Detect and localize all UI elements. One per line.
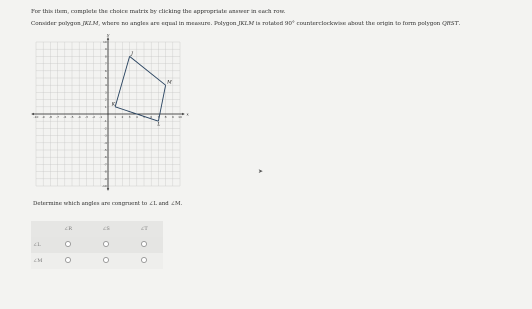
prompt-text: Consider polygon [31,21,83,27]
y-tick-label: -1 [103,119,107,124]
x-tick-label: -2 [92,114,96,119]
x-tick-label: -10 [33,114,39,119]
polygon-name: JKLM [82,21,99,27]
y-tick-label: 10 [102,40,107,44]
radio-l-t[interactable] [141,241,147,247]
matrix-row-m [31,253,163,269]
choice-cell [125,253,163,269]
y-tick-label: -7 [103,162,107,167]
radio-l-s[interactable] [103,241,109,247]
x-tick-label: 8 [164,114,167,119]
radio-m-s[interactable] [103,257,109,263]
vertex-label: J [131,51,133,57]
vertex-label: M [167,80,172,86]
x-tick-label: 10 [178,114,182,119]
problem-statement [31,21,460,27]
y-tick-label: 8 [104,54,107,59]
x-tick-label: 5 [143,114,145,119]
choice-cell [87,253,125,269]
y-tick-label: -5 [103,148,107,152]
x-tick-label: -5 [70,114,74,119]
instructions-text: For this item, complete the choice matrix by clicking the appropriate answer in each row. [31,9,286,15]
y-tick-label: -2 [103,126,107,131]
choice-cell [87,237,125,253]
y-tick-label: -3 [103,133,107,138]
coordinate-graph [33,31,189,196]
x-tick-label: -9 [41,114,45,119]
column-header-s: ∠S [87,221,125,237]
vertex-label: K [111,102,116,108]
y-tick-label: -9 [103,176,107,181]
y-tick-label: 3 [104,90,107,95]
column-header-t: ∠T [125,221,163,237]
y-tick-label: 5 [104,76,107,80]
x-tick-label: 3 [128,114,131,119]
x-tick-label: 9 [171,114,174,119]
question-text: Determine which angles are congruent to ∠L and ∠M. [33,201,183,207]
x-tick-label: -7 [56,114,60,119]
y-tick-label: -6 [103,155,107,160]
choice-cell [49,253,87,269]
y-tick-label: -10 [101,184,107,188]
radio-l-r[interactable] [65,241,71,247]
column-header-r: ∠R [49,221,87,237]
x-tick-label: -6 [63,114,67,119]
prompt-text: . [458,21,461,27]
choice-cell [125,237,163,253]
row-label-m: ∠M [31,253,49,269]
y-tick-label: -8 [103,169,107,174]
x-tick-label: -8 [48,114,52,119]
y-tick-label: -4 [103,140,107,145]
prompt-text: , where no angles are equal in measure. Polygon [98,21,239,27]
x-tick-label: 2 [121,114,124,119]
matrix-row-l [31,237,163,253]
y-tick-label: 4 [104,83,107,88]
x-tick-label: 6 [150,114,153,119]
x-tick-label: -3 [84,114,88,119]
x-tick-label: -4 [77,114,81,119]
row-label-l: ∠L [31,237,49,253]
y-tick-label: 9 [104,47,107,52]
image-polygon-name: QRST [442,21,459,27]
x-tick-label: 4 [135,114,138,119]
radio-m-t[interactable] [141,257,147,263]
y-axis-letter: y [107,32,110,38]
polygon-name: JKLM [238,21,255,27]
y-tick-label: 6 [104,68,107,73]
matrix-corner [31,221,49,237]
vertex-label: L [157,122,161,128]
choice-matrix [31,221,163,269]
y-tick-label: 1 [104,104,107,109]
x-tick-label: 7 [157,114,160,119]
y-tick-label: 7 [104,61,107,66]
x-axis-letter: x [186,111,189,117]
prompt-text: is rotated 90° counterclockwise about the origin to form polygon [254,21,443,27]
x-tick-label: -1 [99,114,103,119]
radio-m-r[interactable] [65,257,71,263]
x-tick-label: 1 [114,114,117,119]
matrix-header-row [31,221,163,237]
mouse-cursor-icon: ➤ [258,168,264,175]
y-tick-label: 2 [104,97,107,102]
choice-cell [49,237,87,253]
